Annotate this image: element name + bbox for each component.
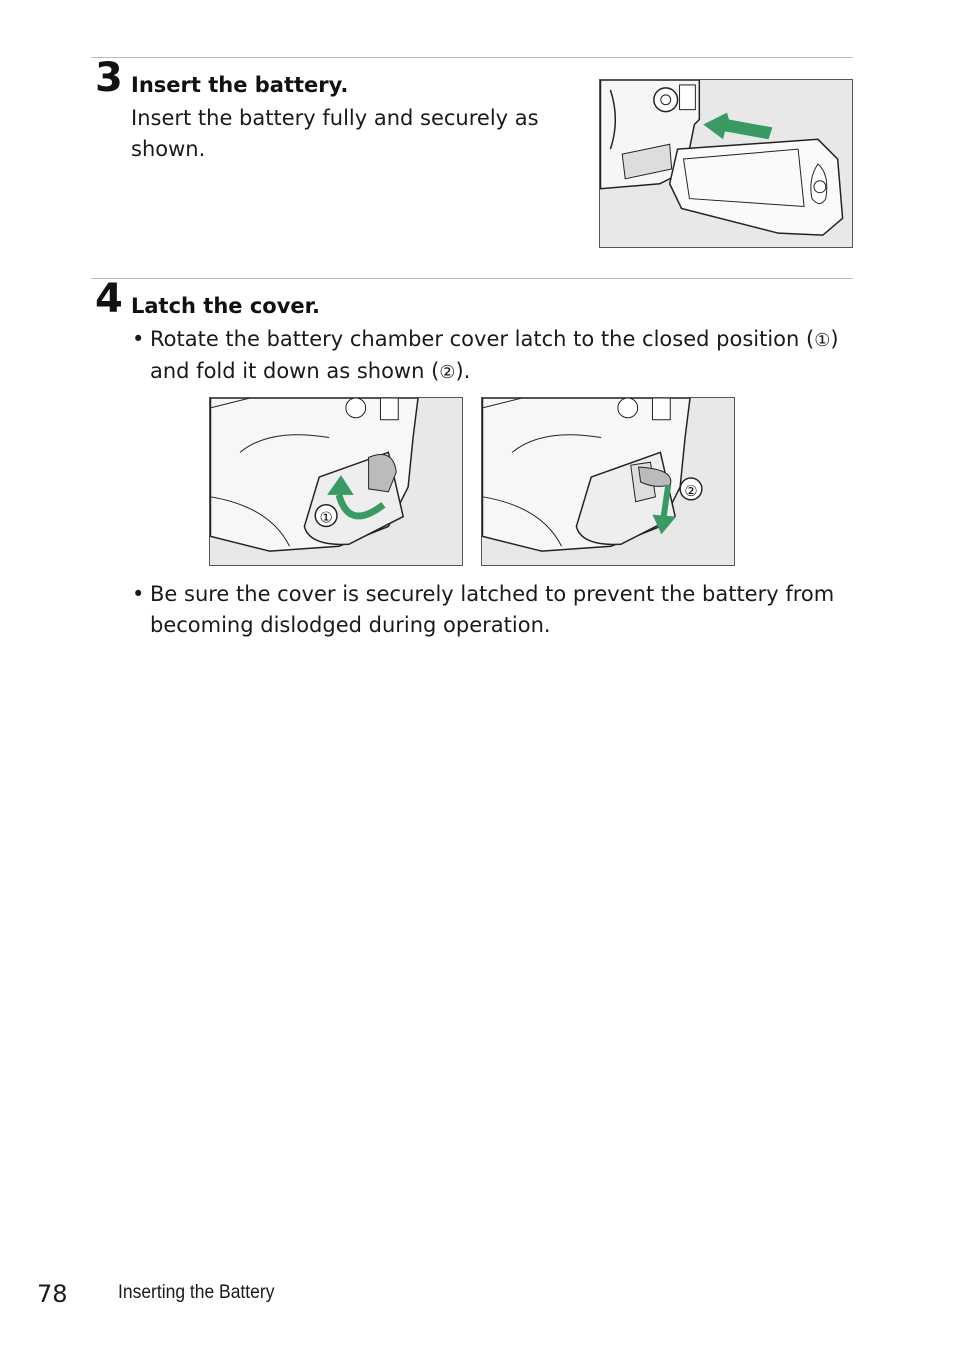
section-divider-step3 <box>91 57 853 58</box>
fold-latch-drawing <box>482 398 734 565</box>
step-marker-2: ② <box>439 362 456 383</box>
step-text: Insert the battery fully and securely as shown. <box>131 106 539 161</box>
marker-rotate: ① <box>319 509 333 527</box>
bullet-dot: • <box>132 582 145 606</box>
step-number: 4 <box>95 276 123 322</box>
page-number: 78 <box>37 1280 68 1308</box>
bullet-text-latch <box>150 324 850 388</box>
rotate-latch-drawing <box>210 398 462 565</box>
rotate-latch-illustration <box>209 397 463 566</box>
bullet-text-secure: Be sure the cover is securely latched to prevent the battery from becoming dislodged during operation. <box>150 582 835 637</box>
step-number: 3 <box>95 55 123 101</box>
insert-battery-drawing <box>600 80 852 247</box>
fold-latch-illustration <box>481 397 735 566</box>
step-title: Latch the cover. <box>131 294 320 318</box>
insert-battery-illustration <box>599 79 853 248</box>
section-divider-step4 <box>91 278 853 279</box>
bullet-text-part: Rotate the battery chamber cover latch to the closed position ( <box>150 327 815 351</box>
bullet-text-part: ). <box>455 359 471 383</box>
bullet-dot: • <box>132 327 145 351</box>
step-marker-1: ① <box>814 330 831 351</box>
marker-fold: ② <box>684 482 698 500</box>
step-title: Insert the battery. <box>131 73 349 97</box>
footer-section-title: Inserting the Battery <box>118 1282 275 1303</box>
bullet-text-part: ) and fold it down as shown ( <box>150 327 839 383</box>
